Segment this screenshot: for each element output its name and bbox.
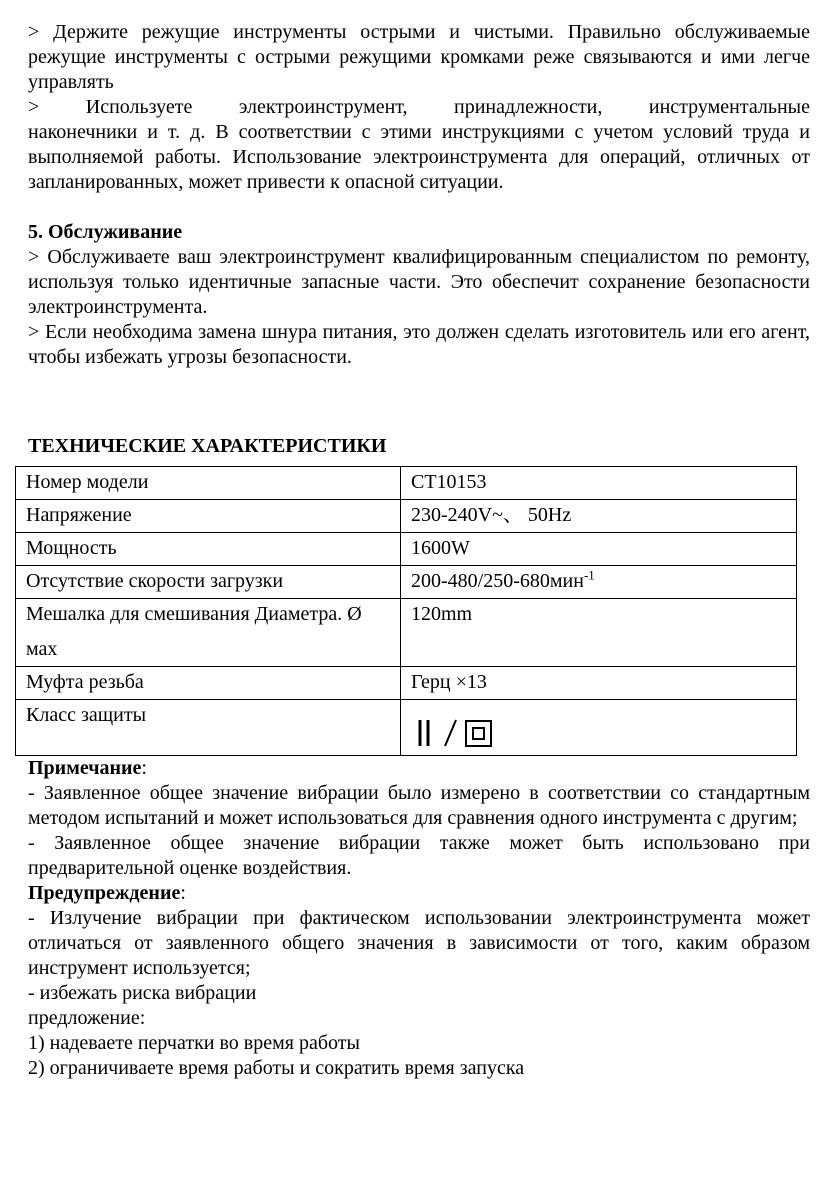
spec-value-superscript: -1 (583, 567, 595, 583)
spec-value (401, 566, 797, 599)
note-item-1: - Заявленное общее значение вибрации было измерено в соответствии со стандартным методом испытаний и может использоваться для сравнения одного инструмента с другим; (28, 782, 810, 829)
spec-label: Муфта резьба (16, 667, 401, 700)
spec-label: Класс защиты (16, 700, 401, 756)
specs-heading: ТЕХНИЧЕСКИЕ ХАРАКТЕРИСТИКИ (28, 435, 387, 457)
table-row-no-load-speed (16, 566, 797, 599)
warning-item-1: - Излучение вибрации при фактическом использовании электроинструмента может отличаться от заявленного общего значения в зависимости от того, каким образом инструмент используется; (28, 907, 810, 979)
note-item-2: - Заявленное общее значение вибрации также может быть использовано при предварительной оценке воздействия. (28, 832, 810, 879)
note-heading (28, 756, 810, 781)
paragraph-keep-tools-sharp: > Держите режущие инструменты острыми и чистыми. Правильно обслуживаемые режущие инструменты с острыми режущими кромками реже связываются и ими легче управлять (28, 21, 810, 93)
class-ii-double-insulation-icon (411, 717, 495, 749)
spec-value: Герц ×13 (401, 667, 797, 700)
table-row-coupling-thread (16, 667, 797, 700)
warning-heading (28, 881, 810, 906)
note-section (28, 756, 810, 1081)
paragraph-qualified-repair: > Обслуживаете ваш электроинструмент квалифицированным специалистом по ремонту, используя только идентичные запасные части. Это обеспечит сохранение безопасности электроинструмента. (28, 246, 810, 318)
table-row-model (16, 467, 797, 500)
warning-label: Предупреждение (28, 882, 181, 904)
spec-label-line1: Мешалка для смешивания Диаметра. Ø (26, 603, 362, 625)
spec-label: Мощность (16, 533, 401, 566)
spec-label (16, 599, 401, 667)
warning-item-2: - избежать риска вибрации (28, 982, 257, 1004)
spec-label: Отсутствие скорости загрузки (16, 566, 401, 599)
spec-value: 230-240V~、 50Hz (401, 500, 797, 533)
section-heading-maintenance: 5. Обслуживание (28, 221, 183, 243)
table-row-protection-class (16, 700, 797, 756)
specs-table (15, 466, 797, 756)
spec-label: Номер модели (16, 467, 401, 500)
warning-colon: : (180, 882, 186, 904)
spec-value (401, 700, 797, 756)
table-row-voltage (16, 500, 797, 533)
table-row-mixer-diameter (16, 599, 797, 667)
paragraph-cord-replacement: > Если необходима замена шнура питания, это должен сделать изготовитель или его агент, чтобы избежать угрозы безопасности. (28, 321, 810, 368)
justified-line: > Используете электроинструмент, принадлежности, инструментальные (28, 96, 810, 118)
suggestion-item-1: 1) надеваете перчатки во время работы (28, 1032, 360, 1054)
spec-value-text: 200-480/250-680мин (411, 570, 584, 592)
spec-label-line2: мах (26, 638, 58, 660)
spec-value: 1600W (401, 533, 797, 566)
paragraph-continuation: наконечники и т. д. В соответствии с этими инструкциями с учетом условий труда и выполняемой работы. Использование электроинструмента для операций, отличных от запланированных, может привести к опасной ситуации. (28, 121, 810, 193)
suggestion-item-2: 2) ограничиваете время работы и сократить время запуска (28, 1057, 525, 1079)
spec-label: Напряжение (16, 500, 401, 533)
suggestion-label: предложение: (28, 1007, 146, 1029)
note-label: Примечание (28, 757, 142, 779)
note-colon: : (141, 757, 147, 779)
table-row-power (16, 533, 797, 566)
spec-value: CT10153 (401, 467, 797, 500)
paragraph-use-tool-accessories (28, 95, 810, 195)
spec-value: 120mm (401, 599, 797, 667)
